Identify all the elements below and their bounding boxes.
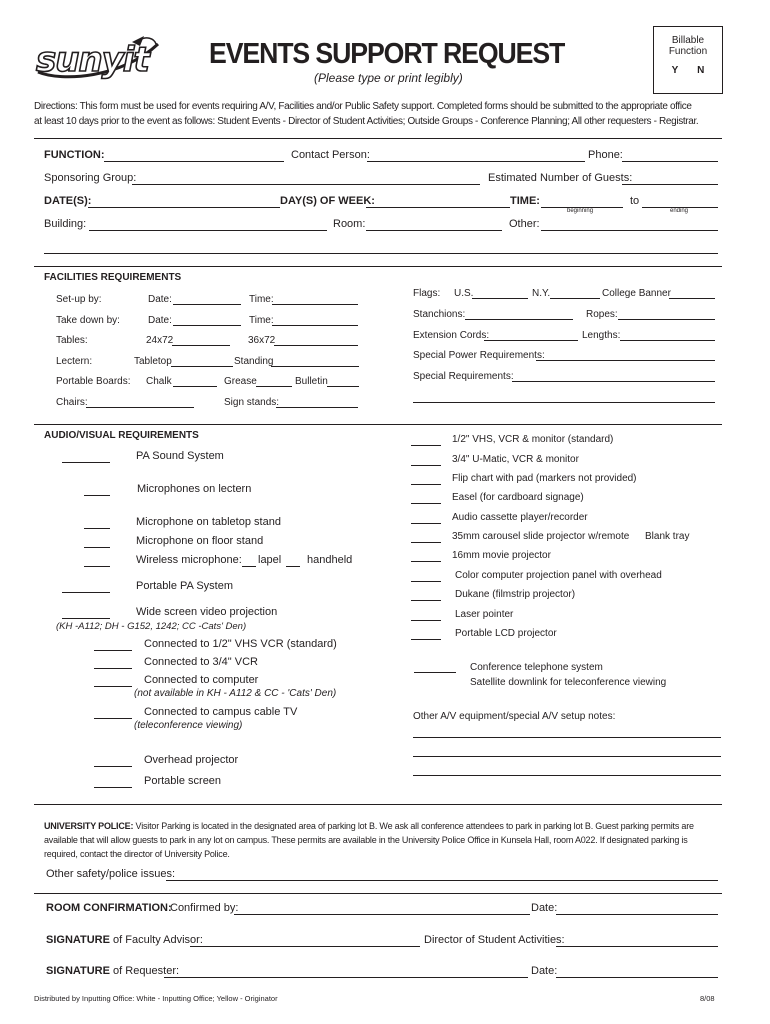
lectern-standing-label: Standing bbox=[234, 356, 274, 367]
general-extra-line[interactable] bbox=[44, 253, 718, 254]
r-easel-label: Easel (for cardboard signage) bbox=[452, 492, 584, 503]
police-text-2: available that will allow guests to park in any lot on campus. These permits are available in the University Police Office in Kunsela Hall, room A022. If designated parking is bbox=[44, 835, 688, 845]
faculty-advisor-signature-field[interactable] bbox=[190, 946, 420, 947]
setup-date-label: Date: bbox=[148, 294, 172, 305]
signature-bold: SIGNATURE bbox=[46, 934, 110, 946]
room-field[interactable] bbox=[366, 230, 502, 231]
footer-distribution: Distributed by Inputting Office: White - Inputting Office; Yellow - Originator bbox=[34, 994, 278, 1003]
dates-label: DATE(S): bbox=[44, 195, 92, 207]
requester-signature-label bbox=[46, 965, 179, 977]
tables-label: Tables: bbox=[56, 335, 88, 346]
lectern-tabletop-label: Tabletop bbox=[134, 356, 172, 367]
time-label: TIME: bbox=[510, 195, 540, 207]
stanchions-field[interactable] bbox=[465, 319, 573, 320]
sponsoring-group-field[interactable] bbox=[132, 184, 480, 185]
director-student-activities-label: Director of Student Activities: bbox=[424, 934, 565, 946]
r-audio-field[interactable] bbox=[411, 523, 441, 524]
of-requester: of Requester: bbox=[109, 965, 180, 977]
billable-no[interactable]: N bbox=[697, 65, 705, 76]
mic-lectern-field[interactable] bbox=[84, 495, 110, 496]
phone-label: Phone: bbox=[588, 149, 623, 161]
days-of-week-field[interactable] bbox=[366, 207, 510, 208]
r-laser-field[interactable] bbox=[411, 620, 441, 621]
overhead-label: Overhead projector bbox=[144, 754, 239, 766]
r-satellite-label: Satellite downlink for teleconference viewing bbox=[470, 677, 667, 688]
ropes-label: Ropes: bbox=[586, 309, 618, 320]
special-requirements-field[interactable] bbox=[512, 381, 715, 382]
time-beginning-caption: beginning bbox=[567, 208, 594, 214]
confirmation-date-label: Date: bbox=[531, 902, 558, 914]
ropes-field[interactable] bbox=[618, 319, 715, 320]
r-35mm-field[interactable] bbox=[411, 542, 441, 543]
portable-pa-field[interactable] bbox=[62, 592, 110, 593]
r-conf-phone-label: Conference telephone system bbox=[470, 662, 603, 673]
setup-date-field[interactable] bbox=[173, 304, 241, 305]
flags-ny-label: N.Y. bbox=[532, 288, 551, 299]
flags-label: Flags: bbox=[413, 288, 441, 299]
stanchions-label: Stanchions: bbox=[413, 309, 466, 320]
sign-stands-field[interactable] bbox=[276, 407, 358, 408]
page-subtitle: (Please type or print legibly) bbox=[314, 71, 463, 85]
directions-line2: at least 10 days prior to the event as follows: Student Events - Director of Student Activities; Outside Groups - Conference Planning; All other requesters - Registrar. bbox=[34, 116, 699, 127]
billable-label: Billable bbox=[671, 35, 705, 46]
r-color-panel-label: Color computer projection panel with overhead bbox=[455, 570, 662, 581]
logo bbox=[32, 34, 162, 84]
requester-date-field[interactable] bbox=[556, 977, 718, 978]
other-av-line1[interactable] bbox=[413, 737, 721, 738]
building-label: Building: bbox=[44, 218, 87, 230]
requester-date-label: Date: bbox=[531, 965, 558, 977]
facilities-heading: FACILITIES REQUIREMENTS bbox=[44, 272, 182, 283]
widescreen-note: (KH -A112; DH - G152, 1242; CC -Cats' Den) bbox=[56, 621, 247, 632]
boards-chalk-label: Chalk bbox=[146, 376, 172, 387]
wireless-handheld-label: handheld bbox=[307, 554, 353, 566]
police-text-1: Visitor Parking is located in the designated area of parking lot B. We ask all conference attendees to park in parking lot B. Guest parking permits are bbox=[133, 821, 694, 831]
r-umatic-field[interactable] bbox=[411, 465, 441, 466]
portable-screen-field[interactable] bbox=[94, 787, 132, 788]
billable-yes[interactable]: Y bbox=[671, 65, 679, 76]
special-requirements-line2[interactable] bbox=[413, 402, 715, 403]
conn-34-field[interactable] bbox=[94, 668, 132, 669]
pa-sound-field[interactable] bbox=[62, 462, 110, 463]
conn-cable-field[interactable] bbox=[94, 718, 132, 719]
setup-time-label: Time: bbox=[249, 294, 274, 305]
directions-line1: Directions: This form must be used for events requiring A/V, Facilities and/or Public Safety support. Completed forms should be submitted to the appropriate office bbox=[34, 101, 692, 112]
lengths-label: Lengths: bbox=[582, 330, 621, 341]
estimated-guests-field[interactable] bbox=[622, 184, 718, 185]
tables-24x72-label: 24x72 bbox=[146, 335, 174, 346]
setup-by-label: Set-up by: bbox=[56, 294, 102, 305]
chairs-field[interactable] bbox=[86, 407, 194, 408]
r-dukane-field[interactable] bbox=[411, 600, 441, 601]
r-audio-label: Audio cassette player/recorder bbox=[452, 512, 588, 523]
extension-cords-label: Extension Cords: bbox=[413, 330, 490, 341]
time-ending-caption: ending bbox=[670, 208, 689, 214]
other-av-line3[interactable] bbox=[413, 775, 721, 776]
conn-34-label: Connected to 3/4" VCR bbox=[144, 656, 258, 668]
conn-vhs-label: Connected to 1/2" VHS VCR (standard) bbox=[144, 638, 337, 650]
faculty-advisor-signature-label bbox=[46, 934, 203, 946]
confirmation-date-field[interactable] bbox=[556, 914, 718, 915]
lectern-tabletop-field[interactable] bbox=[171, 366, 233, 367]
days-of-week-label: DAY(S) OF WEEK: bbox=[280, 195, 375, 207]
requester-signature-field[interactable] bbox=[164, 977, 528, 978]
boards-bulletin-field[interactable] bbox=[327, 386, 359, 387]
overhead-field[interactable] bbox=[94, 766, 132, 767]
r-vhs-label: 1/2" VHS, VCR & monitor (standard) bbox=[452, 434, 614, 445]
sponsoring-group-label: Sponsoring Group: bbox=[44, 172, 137, 184]
r-16mm-field[interactable] bbox=[411, 561, 441, 562]
time-to-label: to bbox=[630, 195, 640, 207]
takedown-date-label: Date: bbox=[148, 315, 172, 326]
takedown-time-field[interactable] bbox=[272, 325, 358, 326]
dates-field[interactable] bbox=[88, 207, 280, 208]
lectern-label: Lectern: bbox=[56, 356, 93, 367]
room-confirmation-label: ROOM CONFIRMATION: bbox=[46, 902, 172, 914]
r-color-panel-field[interactable] bbox=[411, 581, 441, 582]
portable-pa-label: Portable PA System bbox=[136, 580, 234, 592]
mic-floor-field[interactable] bbox=[84, 547, 110, 548]
special-power-label: Special Power Requirements: bbox=[413, 350, 545, 361]
billable-box bbox=[653, 26, 723, 94]
divider bbox=[34, 266, 722, 267]
extension-cords-field[interactable] bbox=[484, 340, 578, 341]
conn-computer-label: Connected to computer bbox=[144, 674, 259, 686]
police-text-3: required, contact the director of University Police. bbox=[44, 849, 230, 859]
flags-college-banner-field[interactable] bbox=[669, 298, 715, 299]
estimated-guests-label: Estimated Number of Guests: bbox=[488, 172, 633, 184]
phone-field[interactable] bbox=[622, 161, 718, 162]
r-laser-label: Laser pointer bbox=[455, 609, 514, 620]
setup-time-field[interactable] bbox=[272, 304, 358, 305]
room-label: Room: bbox=[333, 218, 366, 230]
confirmed-by-label: Confirmed by: bbox=[170, 902, 239, 914]
footer-revision: 8/08 bbox=[700, 994, 715, 1003]
boards-bulletin-label: Bulletin bbox=[295, 376, 328, 387]
confirmed-by-field[interactable] bbox=[234, 914, 530, 915]
other-field[interactable] bbox=[541, 230, 718, 231]
widescreen-field[interactable] bbox=[62, 618, 110, 619]
chairs-label: Chairs: bbox=[56, 397, 88, 408]
other-police-issues-label: Other safety/police issues: bbox=[46, 868, 176, 880]
conn-vhs-field[interactable] bbox=[94, 650, 132, 651]
conn-computer-note: (not available in KH - A112 & CC - 'Cats' Den) bbox=[134, 688, 337, 699]
r-easel-field[interactable] bbox=[411, 503, 441, 504]
r-lcd-field[interactable] bbox=[411, 639, 441, 640]
r-16mm-label: 16mm movie projector bbox=[452, 550, 551, 561]
other-label: Other: bbox=[509, 218, 540, 230]
av-heading: AUDIO/VISUAL REQUIREMENTS bbox=[44, 430, 199, 441]
mic-floor-label: Microphone on floor stand bbox=[136, 535, 264, 547]
r-flip-label: Flip chart with pad (markers not provided) bbox=[452, 473, 637, 484]
director-student-activities-field[interactable] bbox=[556, 946, 718, 947]
sign-stands-label: Sign stands: bbox=[224, 397, 280, 408]
flags-us-field[interactable] bbox=[472, 298, 528, 299]
building-field[interactable] bbox=[89, 230, 327, 231]
boards-grease-field[interactable] bbox=[256, 386, 292, 387]
police-heading: UNIVERSITY POLICE: bbox=[44, 821, 134, 831]
r-dukane-label: Dukane (filmstrip projector) bbox=[455, 589, 576, 600]
police-paragraph bbox=[44, 819, 694, 861]
of-faculty-advisor: of Faculty Advisor: bbox=[109, 934, 203, 946]
logo-text: sunyit bbox=[36, 40, 149, 80]
divider bbox=[34, 804, 722, 805]
mic-tabletop-label: Microphone on tabletop stand bbox=[136, 516, 281, 528]
divider bbox=[34, 893, 722, 894]
r-umatic-label: 3/4" U-Matic, VCR & monitor bbox=[452, 454, 579, 465]
flags-ny-field[interactable] bbox=[550, 298, 600, 299]
r-flip-field[interactable] bbox=[411, 484, 441, 485]
conn-computer-field[interactable] bbox=[94, 686, 132, 687]
other-police-issues-field[interactable] bbox=[166, 880, 718, 881]
tables-24x72-field[interactable] bbox=[172, 345, 230, 346]
widescreen-label: Wide screen video projection bbox=[136, 606, 278, 618]
function-field[interactable] bbox=[104, 161, 284, 162]
other-av-line2[interactable] bbox=[413, 756, 721, 757]
lectern-standing-field[interactable] bbox=[271, 366, 359, 367]
boards-grease-label: Grease bbox=[224, 376, 257, 387]
function-label: FUNCTION: bbox=[44, 149, 105, 161]
billable-function-label: Function bbox=[668, 46, 708, 57]
special-power-field[interactable] bbox=[536, 360, 715, 361]
tables-36x72-field[interactable] bbox=[274, 345, 358, 346]
portable-boards-label: Portable Boards: bbox=[56, 376, 131, 387]
portable-screen-label: Portable screen bbox=[144, 775, 222, 787]
special-requirements-label: Special Requirements: bbox=[413, 371, 514, 382]
contact-person-field[interactable] bbox=[367, 161, 585, 162]
mic-lectern-label: Microphones on lectern bbox=[137, 483, 252, 495]
divider bbox=[34, 424, 722, 425]
mic-tabletop-field[interactable] bbox=[84, 528, 110, 529]
r-conf-phone-field[interactable] bbox=[414, 672, 456, 673]
takedown-date-field[interactable] bbox=[173, 325, 241, 326]
divider bbox=[34, 138, 722, 139]
tables-36x72-label: 36x72 bbox=[248, 335, 276, 346]
wireless-mic-label: Wireless microphone: bbox=[136, 554, 242, 566]
pa-sound-label: PA Sound System bbox=[136, 450, 224, 462]
r-vhs-field[interactable] bbox=[411, 445, 441, 446]
boards-chalk-field[interactable] bbox=[173, 386, 217, 387]
conn-cable-label: Connected to campus cable TV bbox=[144, 706, 298, 718]
lengths-field[interactable] bbox=[620, 340, 715, 341]
wireless-handheld-field[interactable] bbox=[286, 566, 300, 567]
wireless-lapel-label: lapel bbox=[258, 554, 282, 566]
wireless-mic-field[interactable] bbox=[84, 566, 110, 567]
signature-bold: SIGNATURE bbox=[46, 965, 110, 977]
flags-us-label: U.S. bbox=[454, 288, 474, 299]
r-lcd-label: Portable LCD projector bbox=[455, 628, 557, 639]
other-av-label: Other A/V equipment/special A/V setup notes: bbox=[413, 711, 616, 722]
takedown-by-label: Take down by: bbox=[56, 315, 120, 326]
conn-cable-note: (teleconference viewing) bbox=[134, 720, 243, 731]
takedown-time-label: Time: bbox=[249, 315, 274, 326]
page-title: EVENTS SUPPORT REQUEST bbox=[209, 38, 565, 70]
wireless-lapel-field[interactable] bbox=[242, 566, 256, 567]
r-blank-tray-label: Blank tray bbox=[645, 531, 690, 542]
flags-college-banner-label: College Banner bbox=[602, 288, 671, 299]
contact-person-label: Contact Person: bbox=[291, 149, 370, 161]
r-35mm-label: 35mm carousel slide projector w/remote bbox=[452, 531, 630, 542]
